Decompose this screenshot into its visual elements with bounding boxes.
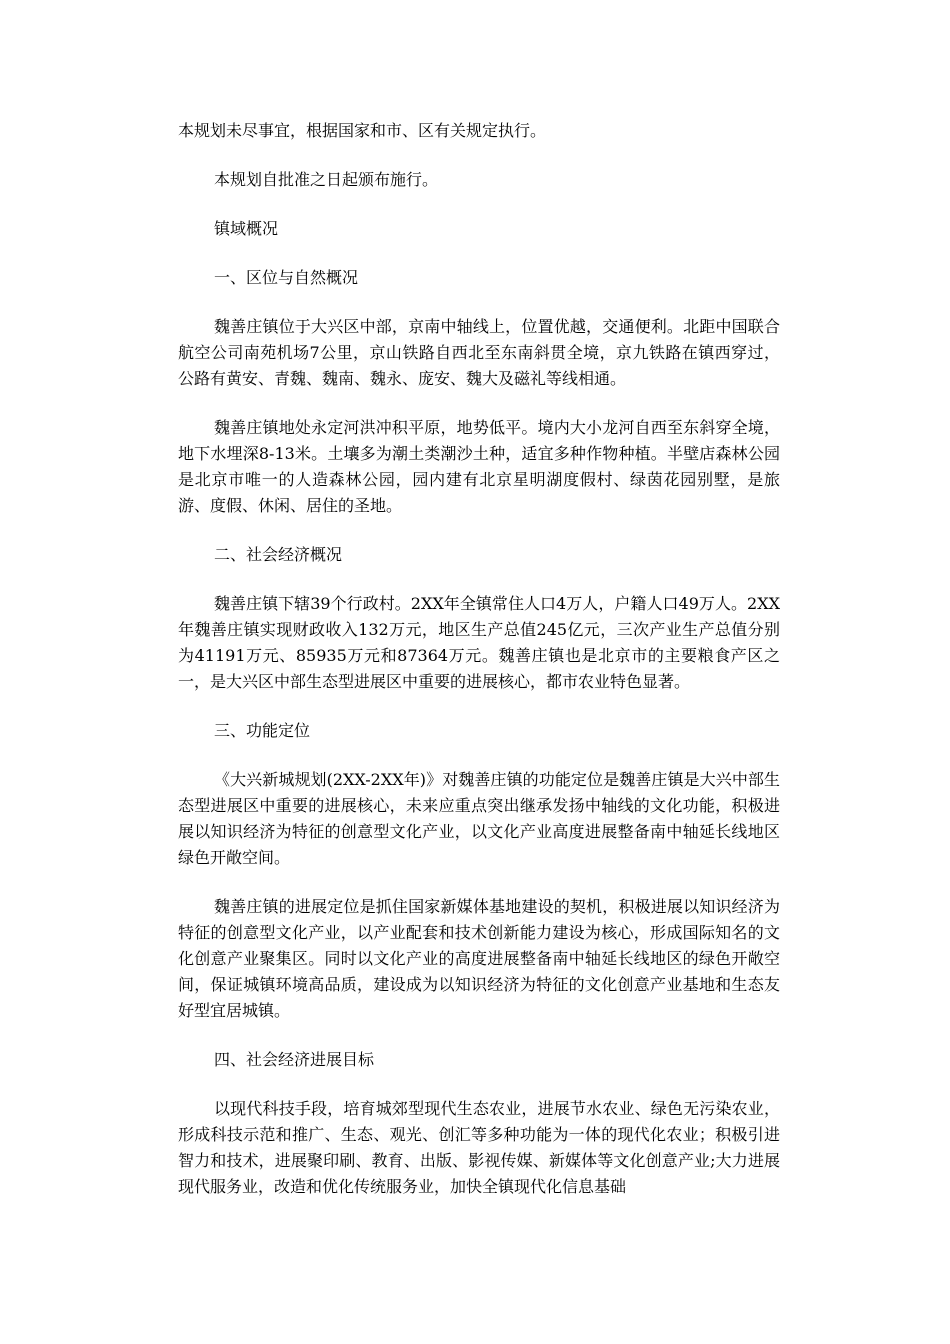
paragraph-closing-note: 本规划未尽事宜，根据国家和市、区有关规定执行。 — [178, 121, 547, 140]
heading-town-overview: 镇域概况 — [214, 219, 279, 238]
paragraph-development-goals: 以现代科技手段，培育城郊型现代生态农业，进展节水农业、绿色无污染农业，形成科技示范和推广、生态、观光、创汇等多种功能为一体的现代化农业；积极引进智力和技术，进展聚印刷、教育、出版、影视传媒、新媒体等文化创意产业;大力进展现代服务业，改造和优化传统服务业，加快全镇现代化信息基础 — [178, 1099, 780, 1196]
paragraph-terrain: 魏善庄镇地处永定河洪冲积平原，地势低平。境内大小龙河自西至东斜穿全境，地下水埋深8-13米。土壤多为潮土类潮沙土种，适宜多种作物种植。半壁店森林公园是北京市唯一的人造森林公园，园内建有北京星明湖度假村、绿茵花园别墅，是旅游、度假、休闲、居住的圣地。 — [178, 418, 780, 515]
heading-function-positioning: 三、功能定位 — [214, 721, 311, 740]
document-page — [178, 118, 780, 1223]
paragraph-socioeconomic: 魏善庄镇下辖39个行政村。2XX年全镇常住人口4万人，户籍人口49万人。2XX年魏善庄镇实现财政收入132万元，地区生产总值245亿元，三次产业生产总值分别为41191万元、85935万元和87364万元。魏善庄镇也是北京市的主要粮食产区之一，是大兴区中部生态型进展区中重要的进展核心，都市农业特色显著。 — [178, 594, 780, 691]
paragraph-effective-date: 本规划自批准之日起颁布施行。 — [214, 170, 439, 189]
paragraph-location: 魏善庄镇位于大兴区中部，京南中轴线上，位置优越，交通便利。北距中国联合航空公司南苑机场7公里，京山铁路自西北至东南斜贯全境，京九铁路在镇西穿过，公路有黄安、青魏、魏南、魏永、庞安、魏大及磁礼等线相通。 — [178, 317, 780, 388]
heading-location-nature: 一、区位与自然概况 — [214, 268, 359, 287]
heading-socioeconomic: 二、社会经济概况 — [214, 545, 343, 564]
paragraph-development-positioning: 魏善庄镇的进展定位是抓住国家新媒体基地建设的契机，积极进展以知识经济为特征的创意型文化产业，以产业配套和技术创新能力建设为核心，形成国际知名的文化创意产业聚集区。同时以文化产业的高度进展整备南中轴延长线地区的绿色开敞空间，保证城镇环境高品质，建设成为以知识经济为特征的文化创意产业基地和生态友好型宜居城镇。 — [178, 897, 780, 1020]
paragraph-function-positioning: 《大兴新城规划(2XX-2XX年)》对魏善庄镇的功能定位是魏善庄镇是大兴中部生态型进展区中重要的进展核心，未来应重点突出继承发扬中轴线的文化功能，积极进展以知识经济为特征的创意型文化产业，以文化产业高度进展整备南中轴延长线地区绿色开敞空间。 — [178, 770, 780, 867]
heading-development-goals: 四、社会经济进展目标 — [214, 1050, 375, 1069]
